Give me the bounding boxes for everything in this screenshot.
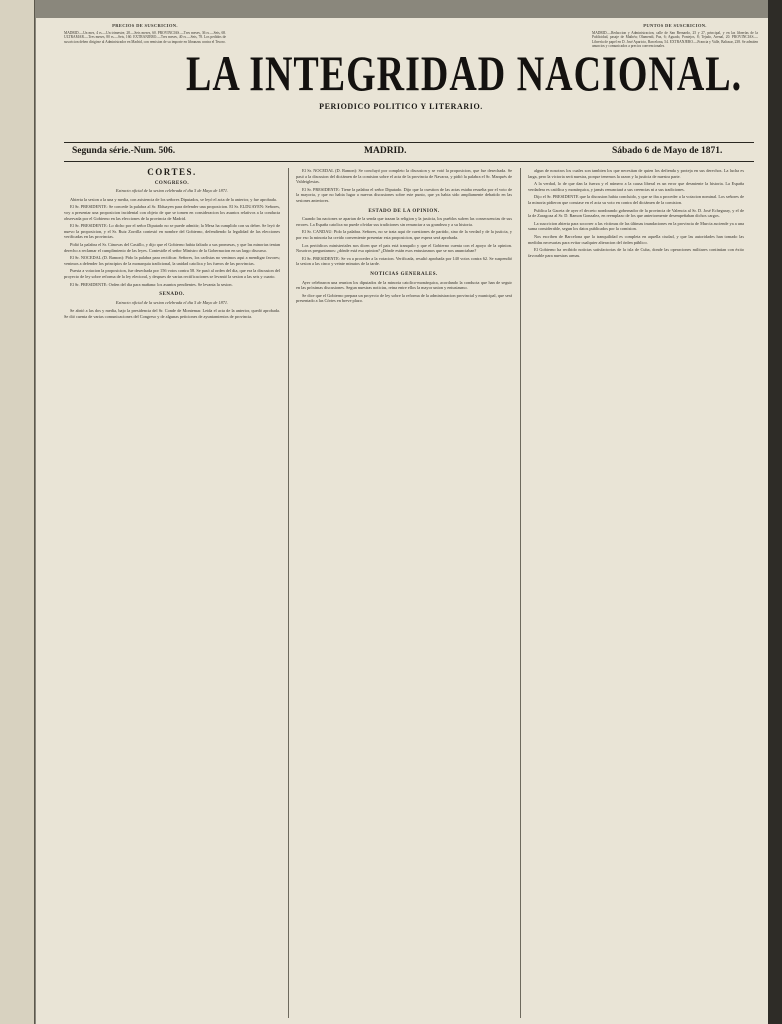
- article-subheading: Extracto oficial de la sesion celebrada el dia 5 de Mayo de 1871.: [115, 188, 229, 194]
- newspaper-title: LA INTEGRIDAD NACIONAL.: [186, 47, 743, 102]
- article-paragraph: El Gobierno ha recibido noticias satisfactorias de la isla de Cuba, donde las operaciones militares continúan con éxito favorable para nuestras armas.: [528, 247, 744, 258]
- article-paragraph: El Sr. PRESIDENTE: Orden del dia para mañana: los asuntos pendientes. Se levanta la sesion.: [70, 281, 233, 287]
- article-paragraph: El Sr. PRESIDENTE: Lo dicho por el señor Diputado no se puede admitir; la Mesa ha cumplido con su deber. Se leyó de nuevo la proposicion, y el Sr. Ruiz Zorrilla contestó en nombre del Gobierno, defendiendo la legalidad de las elecciones verificadas en las provincias.: [64, 223, 280, 240]
- article-paragraph: La suscricion abierta para socorrer a las víctimas de las últimas inundaciones en la provincia de Murcia asciende ya a una suma considerable, segun los datos publicados por la comision.: [528, 220, 744, 232]
- masthead-rule-top: [64, 142, 754, 143]
- article-heading: CONGRESO.: [154, 180, 190, 186]
- article-paragraph: Los periódicos ministeriales nos dicen que el pais está tranquilo y que el Gobierno cuenta con el apoyo de la opinion. Nosotros preguntamos: ¿dónde está esa opinion? ¿Dónde están esos entusiasmos que se nos anunciaban?: [296, 242, 512, 254]
- column-divider: [288, 168, 289, 1018]
- issue-series: Segunda série.-Num. 506.: [72, 146, 176, 156]
- article-subheading: Extracto oficial de la sesion celebrada el dia 5 de Mayo de 1871.: [115, 299, 229, 305]
- article-paragraph: Se dice que el Gobierno prepara un proyecto de ley sobre la reforma de la administracion provincial y municipal, que será presentado a las Córtes en breve plazo.: [296, 292, 512, 304]
- article-paragraph: Ayer celebraron una reunion los diputados de la minoria catolico-monárquica, acordando la conducta que han de seguir en las próximas discusiones. Segun nuestras noticias, reina entre ellos la mayor union y entusiasmo.: [296, 279, 512, 291]
- subscription-points-title: PUNTOS DE SUSCRICION.: [643, 23, 707, 28]
- article-column-1: [64, 168, 280, 1020]
- subscription-prices-text: MADRID.—Un mes, 4 rs.—Un trimestre, 28.—Seis meses, 60. PROVINCIAS.—Tres meses, 36 rs.—Seis, 68. ULTRAMAR.—Tres meses, 80 rs.—Seis, 160. EXTRANJERO.—Tres meses, 40 rs.—Seis, 78. Los pedidos de suscricion deben dirigirse al Administrador en Madrid, con remision de su importe en libranzas contra el Tesoro.: [64, 30, 226, 44]
- article-paragraph: A la verdad, lo de que dan la fuerza y el número a la causa liberal es un error que desmiente la historia. La España verdadera es católica y monárquica, y jamás renunciará a sus creencias ni a sus tradiciones.: [528, 181, 744, 192]
- article-paragraph: El Sr. PRESIDENTE: Se va a proceder a la votacion. Verificada, resultó aprobada por 140 votos contra 62. Se suspendió la sesion a las cinco y veinte minutos de la tarde.: [296, 255, 512, 267]
- subscription-points-text: MADRID.—Redaccion y Administracion, calle de San Bernardo, 25 y 27, principal, y en las librerías de la Publicidad, pasaje de Mathéu; Olamendi, Paz, 6; Aguado, Pontejos, 8; Tejado, Arenal, 20. PROVINCIAS.—Librería de papel en D. José Aparicio, Barcelona, 54. EXTRANJERO.—Francia y Valle, Baltasar, 238. Se admiten anuncios y comunicados a precios convencionales.: [592, 30, 758, 49]
- article-heading: SENADO.: [159, 292, 185, 298]
- adjacent-page-edge: [0, 0, 35, 1024]
- article-heading: NOTICIAS GENERALES.: [370, 271, 438, 277]
- column-divider: [520, 168, 521, 1018]
- subscription-prices-box: [64, 24, 226, 44]
- article-paragraph: algun de nosotros los cuales son tambien los que necesitan de quien los defienda y proteja en sus derechos. La lucha es larga, pero la victoria será nuestra, porque tenemos la razon y la justicia de nuestra parte.: [528, 168, 744, 179]
- article-paragraph: Se abrió a las dos y media, bajo la presidencia del Sr. Conde de Montemar. Leida el acta de la anterior, quedó aprobada. Se dió cuenta de varias comunicaciones del Congreso y de algunas peticiones de ayuntamientos de provincia.: [64, 308, 280, 319]
- article-column-2: [296, 168, 512, 1020]
- article-paragraph: Puesta a votacion la proposicion, fue desechada por 156 votos contra 58. Se pasó al orden del dia, que era la discusion del proyecto de ley sobre reforma de la ley electoral, y despues de varias rectificaciones se levantó la sesion a las seis y cuarto.: [64, 268, 280, 279]
- binding-shadow: [768, 0, 782, 1024]
- issue-city: MADRID.: [364, 146, 407, 156]
- article-paragraph: El Sr. PRESIDENTE: Se concede la palabra al Sr. Elduayen para defender una proposicion. El Sr. ELDUAYEN: Señores, voy a presentar una proposicion incidental con objeto de que se tomen en consideracion los asuntos relativos a la conducta observada por el Gobierno en las elecciones de la provincia de Madrid.: [64, 204, 280, 221]
- dateline: [64, 146, 754, 160]
- masthead-rule-bottom: [64, 161, 754, 162]
- article-paragraph: Nos escriben de Barcelona que la tranquilidad es completa en aquella ciudad, y que las autoridades han tomado las medidas necesarias para evitar cualquier alteracion del órden público.: [528, 233, 744, 245]
- article-paragraph: El Sr. NOCEDAL (D. Ramon): Se concluyó por completo la discusion y se votó la proposicion, que fue desechada. Se pasó a la discusion del dictámen de la comision sobre el acta de la provincia de Navarra, y pidió la palabra el Sr. Marqués de Valdeiglesias.: [296, 168, 512, 185]
- article-heading: ESTADO DE LA OPINION.: [368, 208, 440, 214]
- article-paragraph: Pidió la palabra el Sr. Cánovas del Castillo, y dijo que el Gobierno habia faltado a sus promesas, y que las minorias tenian derecho a reclamar el cumplimiento de las leyes. Contestóle el señor Ministro de la Gobernacion en un largo discurso.: [64, 241, 280, 253]
- newspaper-page: [36, 18, 768, 1024]
- article-paragraph: Abierta la sesion a la una y media, con asistencia de los señores Diputados, se leyó el acta de la anterior, y fue aprobada.: [70, 196, 277, 202]
- subscription-prices-title: PRECIOS DE SUSCRICION.: [112, 23, 178, 28]
- section-heading: CÓRTES.: [147, 168, 197, 177]
- article-paragraph: Cuando las naciones se apartan de la senda que trazan la religion y la justicia, los pueblos sufren las consecuencias de sus errores. La España catolica no puede olvidar sus tradiciones sin renunciar a su grandeza y a su historia.: [296, 216, 512, 227]
- article-paragraph: El Sr. CANDAU: Pido la palabra. Señores, no se trata aqui de cuestiones de partido, sino de la verdad y de la justicia, y por eso la minoria ha creido conveniente presentar esta proposicion, que espera será aprobada.: [296, 229, 512, 240]
- subscription-points-box: [592, 24, 758, 49]
- issue-date: Sábado 6 de Mayo de 1871.: [612, 146, 723, 156]
- article-paragraph: El Sr. NOCEDAL (D. Ramon): Pido la palabra para rectificar. Señores, los carlistas no venimos aqui a mendigar favores; venimos a defender los principios de la monarquia tradicional, la unidad catolica y los fueros de las provincias.: [64, 255, 280, 266]
- article-paragraph: Dijo el Sr. PRESIDENTE que la discusion habia concluido, y que se iba a proceder a la votacion nominal. Los señores de la minoria pidieron que constase en el acta su voto en contra del dictámen de la comision.: [528, 194, 744, 205]
- article-paragraph: El Sr. PRESIDENTE: Tiene la palabra el señor Diputado. Dijo que la cuestion de las actas estaba resuelta por el voto de la mayoria, y que no habia lugar a nuevas discusiones sobre este punto, que ya habia sido ampliamente debatido en las sesiones anteriores.: [296, 186, 512, 203]
- article-paragraph: Publica la Gaceta de ayer el decreto nombrando gobernador de la provincia de Valencia al Sr. D. José Echegaray, y el de la de Zaragoza al Sr. D. Ramon Gonzalez, en reemplazo de los que anteriormente desempeñaban dichos cargos.: [528, 207, 744, 219]
- article-column-3: [528, 168, 744, 1020]
- newspaper-subtitle: PERIODICO POLITICO Y LITERARIO.: [319, 102, 483, 111]
